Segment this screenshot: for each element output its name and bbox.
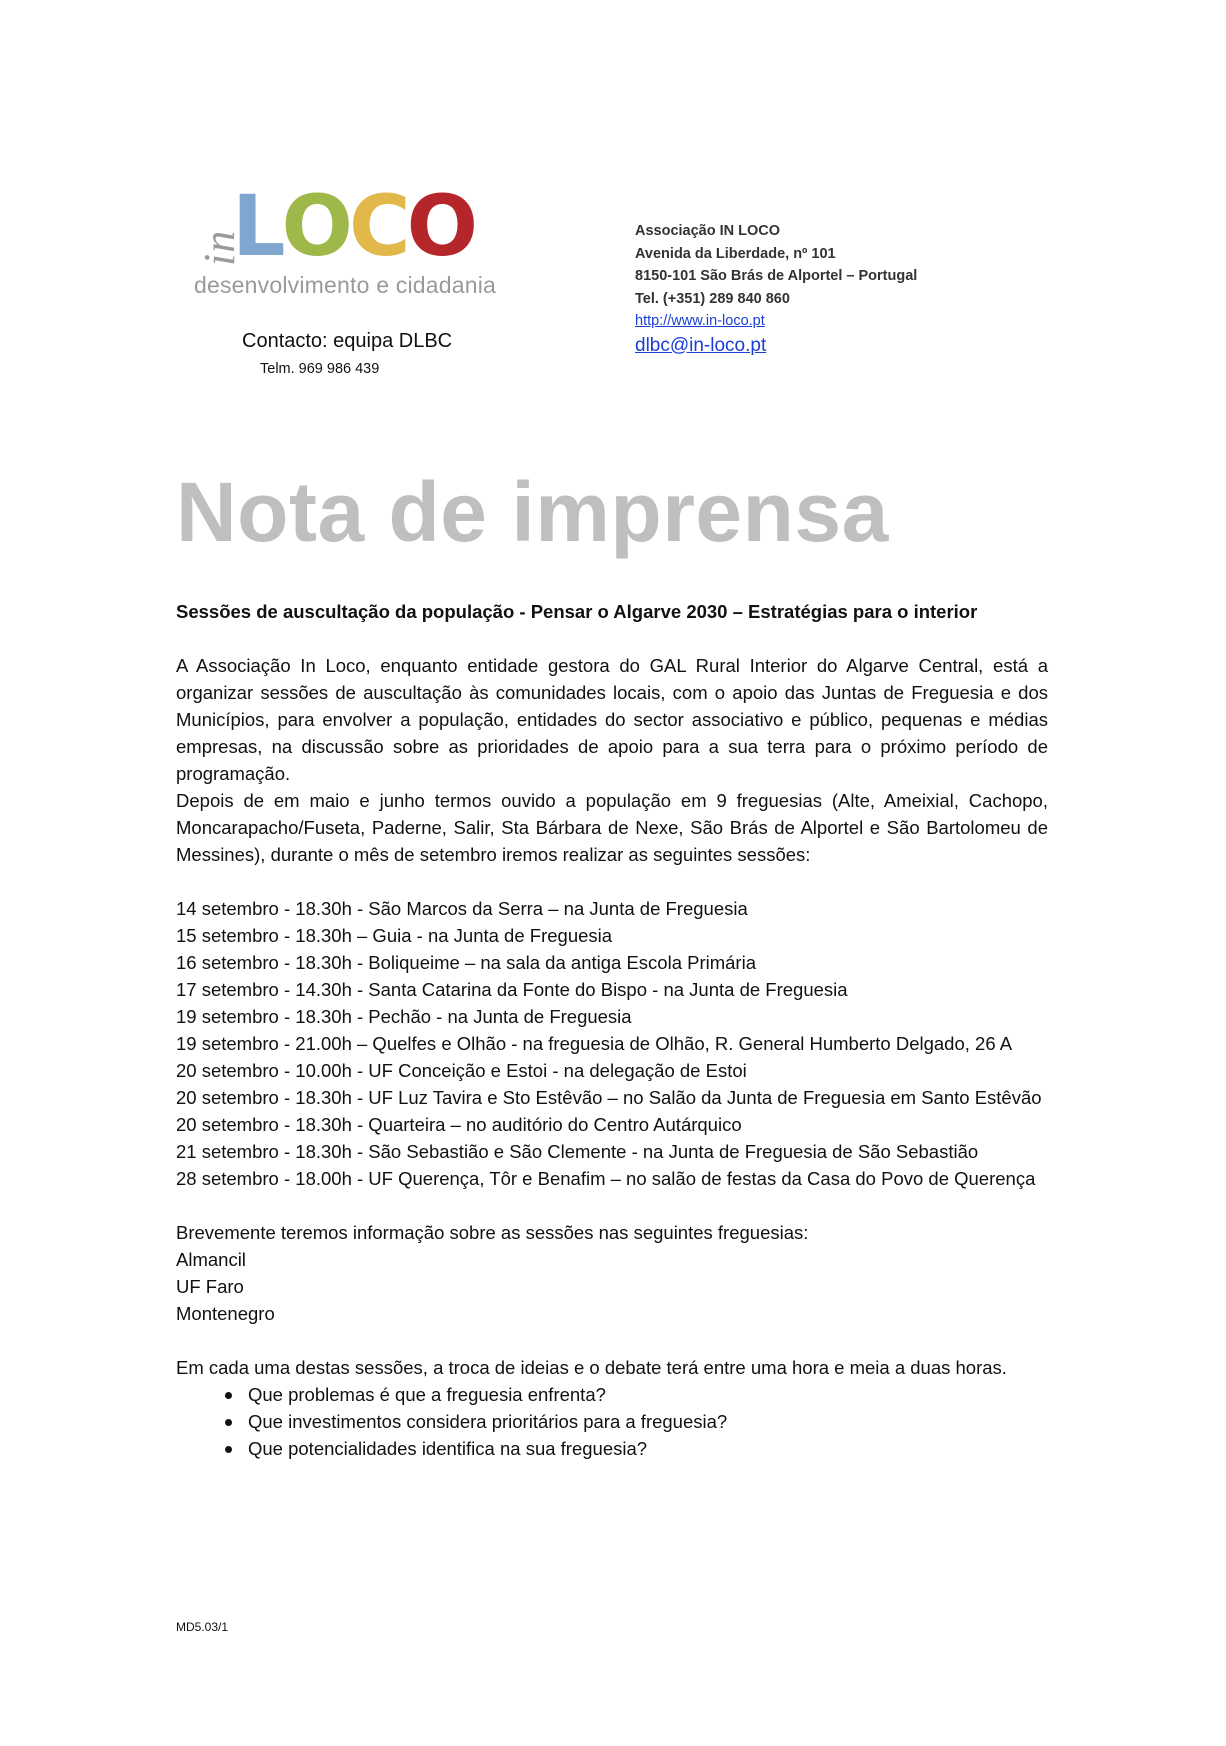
session-item: 19 setembro - 18.30h - Pechão - na Junta de Freguesia [176,1006,632,1027]
session-item: 20 setembro - 18.30h - UF Luz Tavira e Sto Estêvão – no Salão da Junta de Freguesia em Santo Estêvão [176,1087,1042,1108]
upcoming-intro: Brevemente teremos informação sobre as sessões nas seguintes freguesias: [176,1222,809,1243]
session-item: 15 setembro - 18.30h – Guia - na Junta de Freguesia [176,925,613,946]
session-item: 14 setembro - 18.30h - São Marcos da Serra – na Junta de Freguesia [176,898,748,919]
email-link[interactable]: dlbc@in-loco.pt [635,334,767,356]
address-block [635,220,917,359]
org-phone: Tel. (+351) 289 840 860 [635,290,790,307]
org-name: Associação IN LOCO [635,223,781,239]
upcoming-parish: Almancil [176,1249,246,1270]
subheading: Sessões de auscultação da população - Pensar o Algarve 2030 – Estratégias para o interior [176,601,978,622]
session-item: 20 setembro - 10.00h - UF Conceição e Estoi - na delegação de Estoi [176,1060,747,1081]
contact-block [242,330,452,377]
page-title: Nota de imprensa [176,465,889,559]
session-item: 19 setembro - 21.00h – Quelfes e Olhão - na freguesia de Olhão, R. General Humberto Delgado, 26 A [176,1033,1013,1054]
session-item: 17 setembro - 14.30h - Santa Catarina da Fonte do Bispo - na Junta de Freguesia [176,979,848,1000]
logo-tagline: desenvolvimento e cidadania [194,272,497,298]
logo-loco-wordmark [232,177,475,275]
logo-letter-o2: O [406,177,475,275]
website-link[interactable]: http://www.in-loco.pt [635,313,765,329]
questions-list [176,1381,1048,1462]
question-item: Que investimentos considera prioritários para a freguesia? [176,1408,1048,1435]
contact-phone: Telm. 969 986 439 [260,361,380,377]
session-item: 20 setembro - 18.30h - Quarteira – no auditório do Centro Autárquico [176,1114,742,1135]
sessions-list [176,895,1048,1192]
question-item: Que problemas é que a freguesia enfrenta? [176,1381,1048,1408]
in-loco-logo [190,177,510,305]
session-item: 21 setembro - 18.30h - São Sebastião e São Clemente - na Junta de Freguesia de São Sebastião [176,1141,979,1162]
paragraph-intro: A Associação In Loco, enquanto entidade gestora do GAL Rural Interior do Algarve Central, está a organizar sessões de auscultação às comunidades locais, com o apoio das Juntas de Freguesia e dos Municípios, para envolver a população, entidades do sector associativo e público, pequenas e médias empresas, na discussão sobre as prioridades de apoio para a sua terra para o próximo período de programação. [176,655,1048,784]
document-body [176,598,1048,1462]
session-item: 16 setembro - 18.30h - Boliqueime – na sala da antiga Escola Primária [176,952,756,973]
org-city: 8150-101 São Brás de Alportel – Portugal [635,268,918,284]
upcoming-parish: UF Faro [176,1276,244,1297]
org-street: Avenida da Liberdade, nº 101 [635,245,836,262]
logo-letter-l: L [232,177,282,275]
question-item: Que potencialidades identifica na sua freguesia? [176,1435,1048,1462]
contact-team: Contacto: equipa DLBC [242,330,453,352]
upcoming-parish: Montenegro [176,1303,275,1324]
document-code: MD5.03/1 [176,1620,229,1634]
session-item: 28 setembro - 18.00h - UF Querença, Tôr e Benafim – no salão de festas da Casa do Povo de Querença [176,1168,1036,1189]
logo-letter-c: C [348,177,407,275]
logo-in-text: in [195,229,244,266]
debate-intro: Em cada uma destas sessões, a troca de ideias e o debate terá entre uma hora e meia a duas horas. [176,1357,1007,1378]
paragraph-previous-sessions: Depois de em maio e junho termos ouvido a população em 9 freguesias (Alte, Ameixial, Cachopo, Moncarapacho/Fuseta, Paderne, Salir, Sta Bárbara de Nexe, São Brás de Alportel e São Bartolomeu de Messines), durante o mês de setembro iremos realizar as seguintes sessões: [176,790,1048,865]
logo-letter-o1: O [281,177,349,275]
